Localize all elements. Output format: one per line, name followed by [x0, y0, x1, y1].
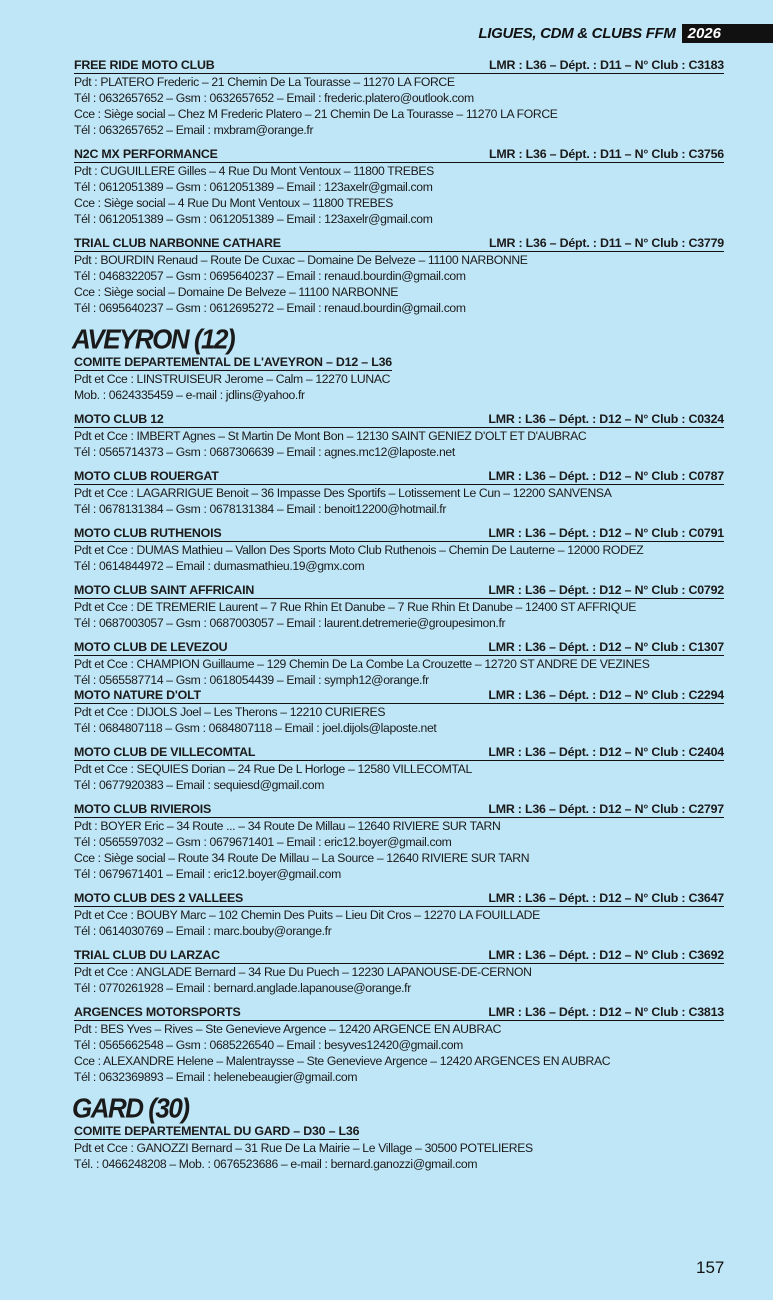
- entry-line: Pdt et Cce : DUMAS Mathieu – Vallon Des Sports Moto Club Ruthenois – Chemin De Lauterne – 12000 RODEZ: [74, 543, 644, 557]
- club-code: LMR : L36 – Dépt. : D12 – N° Club : C0787: [488, 469, 724, 483]
- entry-line: Tél : 0632369893 – Email : helenebeaugier@gmail.com: [74, 1070, 358, 1084]
- club-name: MOTO CLUB ROUERGAT: [74, 469, 219, 483]
- entry-line: Tél : 0565662548 – Gsm : 0685226540 – Email : besyves12420@gmail.com: [74, 1038, 463, 1052]
- entry-line: Tél : 0614030769 – Email : marc.bouby@orange.fr: [74, 924, 332, 938]
- entry-line: Tél : 0678131384 – Gsm : 0678131384 – Email : benoit12200@hotmail.fr: [74, 502, 447, 516]
- entry-line: Tél. : 0466248208 – Mob. : 0676523686 – e-mail : bernard.ganozzi@gmail.com: [74, 1157, 478, 1171]
- department-heading: GARD (30): [72, 1092, 189, 1124]
- club-name: FREE RIDE MOTO CLUB: [74, 58, 215, 72]
- club-header: [74, 1005, 724, 1021]
- entry-line: Pdt : CUGUILLERE Gilles – 4 Rue Du Mont Ventoux – 11800 TREBES: [74, 164, 434, 178]
- entry-line: Tél : 0632657652 – Gsm : 0632657652 – Email : frederic.platero@outlook.com: [74, 91, 474, 105]
- entry-line: Cce : ALEXANDRE Helene – Malentraysse – Ste Genevieve Argence – 12420 ARGENCES EN AUBRAC: [74, 1054, 611, 1068]
- entry-line: Pdt et Cce : DIJOLS Joel – Les Therons – 12210 CURIERES: [74, 705, 386, 719]
- club-entry: [74, 640, 724, 688]
- club-header: [74, 891, 724, 907]
- club-entry: [74, 891, 724, 939]
- club-name: MOTO CLUB DE VILLECOMTAL: [74, 745, 256, 759]
- club-entry: [74, 745, 724, 793]
- entry-line: Tél : 0632657652 – Email : mxbram@orange.fr: [74, 123, 314, 137]
- club-header: [74, 745, 724, 761]
- club-header: [74, 412, 724, 428]
- comite-entry: [74, 353, 724, 403]
- directory-content: [74, 58, 724, 1181]
- club-header: [74, 688, 724, 704]
- page-header: [478, 22, 773, 44]
- club-code: LMR : L36 – Dépt. : D12 – N° Club : C3813: [488, 1005, 724, 1019]
- club-code: LMR : L36 – Dépt. : D12 – N° Club : C1307: [488, 640, 724, 654]
- club-entry: [74, 526, 724, 574]
- club-header: [74, 58, 724, 74]
- entry-line: Cce : Siège social – Domaine De Belveze – 11100 NARBONNE: [74, 285, 399, 299]
- entry-line: Pdt et Cce : GANOZZI Bernard – 31 Rue De La Mairie – Le Village – 30500 POTELIERES: [74, 1141, 533, 1155]
- club-entry: [74, 802, 724, 882]
- entry-line: Pdt : BES Yves – Rives – Ste Genevieve Argence – 12420 ARGENCE EN AUBRAC: [74, 1022, 502, 1036]
- club-header: [74, 236, 724, 252]
- club-name: MOTO CLUB RIVIEROIS: [74, 802, 212, 816]
- entry-line: Tél : 0770261928 – Email : bernard.anglade.lapanouse@orange.fr: [74, 981, 411, 995]
- club-entry: [74, 688, 724, 736]
- club-name: MOTO NATURE D'OLT: [74, 688, 201, 702]
- club-entry: [74, 147, 724, 227]
- club-code: LMR : L36 – Dépt. : D12 – N° Club : C0792: [488, 583, 724, 597]
- club-entry: [74, 58, 724, 138]
- entry-line: Pdt : PLATERO Frederic – 21 Chemin De La Tourasse – 11270 LA FORCE: [74, 75, 455, 89]
- club-name: MOTO CLUB SAINT AFFRICAIN: [74, 583, 255, 597]
- entry-line: Tél : 0565597032 – Gsm : 0679671401 – Email : eric12.boyer@gmail.com: [74, 835, 452, 849]
- entry-line: Tél : 0612051389 – Gsm : 0612051389 – Email : 123axelr@gmail.com: [74, 180, 433, 194]
- entry-line: Tél : 0695640237 – Gsm : 0612695272 – Email : renaud.bourdin@gmail.com: [74, 301, 466, 315]
- entry-line: Tél : 0684807118 – Gsm : 0684807118 – Email : joel.dijols@laposte.net: [74, 721, 437, 735]
- club-name: MOTO CLUB RUTHENOIS: [74, 526, 222, 540]
- club-entry: [74, 236, 724, 316]
- entry-line: Tél : 0565587714 – Gsm : 0618054439 – Email : symph12@orange.fr: [74, 673, 429, 687]
- entry-line: Pdt : BOYER Eric – 34 Route ... – 34 Route De Millau – 12640 RIVIERE SUR TARN: [74, 819, 501, 833]
- club-code: LMR : L36 – Dépt. : D11 – N° Club : C3756: [489, 147, 724, 161]
- club-code: LMR : L36 – Dépt. : D12 – N° Club : C2294: [488, 688, 724, 702]
- club-header: [74, 583, 724, 599]
- club-name: MOTO CLUB 12: [74, 412, 164, 426]
- comite-header: [74, 1122, 724, 1140]
- club-code: LMR : L36 – Dépt. : D12 – N° Club : C0791: [488, 526, 724, 540]
- club-header: [74, 802, 724, 818]
- club-name: N2C MX PERFORMANCE: [74, 147, 218, 161]
- club-code: LMR : L36 – Dépt. : D12 – N° Club : C2797: [488, 802, 724, 816]
- entry-line: Tél : 0614844972 – Email : dumasmathieu.19@gmx.com: [74, 559, 365, 573]
- club-code: LMR : L36 – Dépt. : D12 – N° Club : C2404: [488, 745, 724, 759]
- entry-line: Tél : 0687003057 – Gsm : 0687003057 – Email : laurent.detremerie@groupesimon.fr: [74, 616, 506, 630]
- entry-line: Pdt et Cce : ANGLADE Bernard – 34 Rue Du Puech – 12230 LAPANOUSE-DE-CERNON: [74, 965, 532, 979]
- club-name: TRIAL CLUB DU LARZAC: [74, 948, 220, 962]
- club-header: [74, 640, 724, 656]
- comite-entry: [74, 1122, 724, 1172]
- club-name: MOTO CLUB DES 2 VALLEES: [74, 891, 244, 905]
- club-entry: [74, 583, 724, 631]
- club-code: LMR : L36 – Dépt. : D11 – N° Club : C3779: [489, 236, 724, 250]
- club-entry: [74, 469, 724, 517]
- entry-line: Tél : 0677920383 – Email : sequiesd@gmail.com: [74, 778, 324, 792]
- page-number: 157: [696, 1258, 725, 1277]
- entry-line: Pdt et Cce : BOUBY Marc – 102 Chemin Des Puits – Lieu Dit Cros – 12270 LA FOUILLADE: [74, 908, 540, 922]
- club-name: TRIAL CLUB NARBONNE CATHARE: [74, 236, 281, 250]
- entry-line: Tél : 0468322057 – Gsm : 0695640237 – Email : renaud.bourdin@gmail.com: [74, 269, 466, 283]
- entry-line: Pdt et Cce : LINSTRUISEUR Jerome – Calm – 12270 LUNAC: [74, 372, 391, 386]
- entry-line: Pdt et Cce : IMBERT Agnes – St Martin De Mont Bon – 12130 SAINT GENIEZ D'OLT ET D'AUBRAC: [74, 429, 587, 443]
- club-entry: [74, 412, 724, 460]
- entry-line: Pdt : BOURDIN Renaud – Route De Cuxac – Domaine De Belveze – 11100 NARBONNE: [74, 253, 528, 267]
- club-name: ARGENCES MOTORSPORTS: [74, 1005, 241, 1019]
- header-year-badge: 2026: [682, 24, 773, 43]
- club-entry: [74, 1005, 724, 1085]
- entry-line: Pdt et Cce : SEQUIES Dorian – 24 Rue De L Horloge – 12580 VILLECOMTAL: [74, 762, 472, 776]
- entry-line: Pdt et Cce : LAGARRIGUE Benoit – 36 Impasse Des Sportifs – Lotissement Le Cun – 12200 SANVENSA: [74, 486, 612, 500]
- comite-name: COMITE DEPARTEMENTAL DU GARD – D30 – L36: [74, 1124, 360, 1138]
- club-entry: [74, 948, 724, 996]
- entry-line: Tél : 0612051389 – Gsm : 0612051389 – Email : 123axelr@gmail.com: [74, 212, 433, 226]
- club-name: MOTO CLUB DE LEVEZOU: [74, 640, 228, 654]
- department-heading: AVEYRON (12): [72, 323, 235, 355]
- entry-line: Tél : 0565714373 – Gsm : 0687306639 – Email : agnes.mc12@laposte.net: [74, 445, 455, 459]
- club-code: LMR : L36 – Dépt. : D12 – N° Club : C3692: [488, 948, 724, 962]
- entry-line: Cce : Siège social – 4 Rue Du Mont Ventoux – 11800 TREBES: [74, 196, 394, 210]
- club-code: LMR : L36 – Dépt. : D12 – N° Club : C0324: [488, 412, 724, 426]
- club-code: LMR : L36 – Dépt. : D11 – N° Club : C3183: [489, 58, 724, 72]
- entry-line: Mob. : 0624335459 – e-mail : jdlins@yahoo.fr: [74, 388, 305, 402]
- entry-line: Tél : 0679671401 – Email : eric12.boyer@gmail.com: [74, 867, 341, 881]
- comite-header: [74, 353, 724, 371]
- club-header: [74, 948, 724, 964]
- entry-line: Cce : Siège social – Chez M Frederic Platero – 21 Chemin De La Tourasse – 11270 LA FORCE: [74, 107, 558, 121]
- club-header: [74, 469, 724, 485]
- entry-line: Pdt et Cce : CHAMPION Guillaume – 129 Chemin De La Combe La Crouzette – 12720 ST ANDRE DE VEZINES: [74, 657, 650, 671]
- club-header: [74, 526, 724, 542]
- comite-name: COMITE DEPARTEMENTAL DE L'AVEYRON – D12 – L36: [74, 355, 392, 369]
- entry-line: Cce : Siège social – Route 34 Route De Millau – La Source – 12640 RIVIERE SUR TARN: [74, 851, 530, 865]
- club-code: LMR : L36 – Dépt. : D12 – N° Club : C3647: [488, 891, 724, 905]
- header-title: LIGUES, CDM & CLUBS FFM: [478, 24, 676, 42]
- entry-line: Pdt et Cce : DE TREMERIE Laurent – 7 Rue Rhin Et Danube – 7 Rue Rhin Et Danube – 12400 ST AFFRIQUE: [74, 600, 637, 614]
- club-header: [74, 147, 724, 163]
